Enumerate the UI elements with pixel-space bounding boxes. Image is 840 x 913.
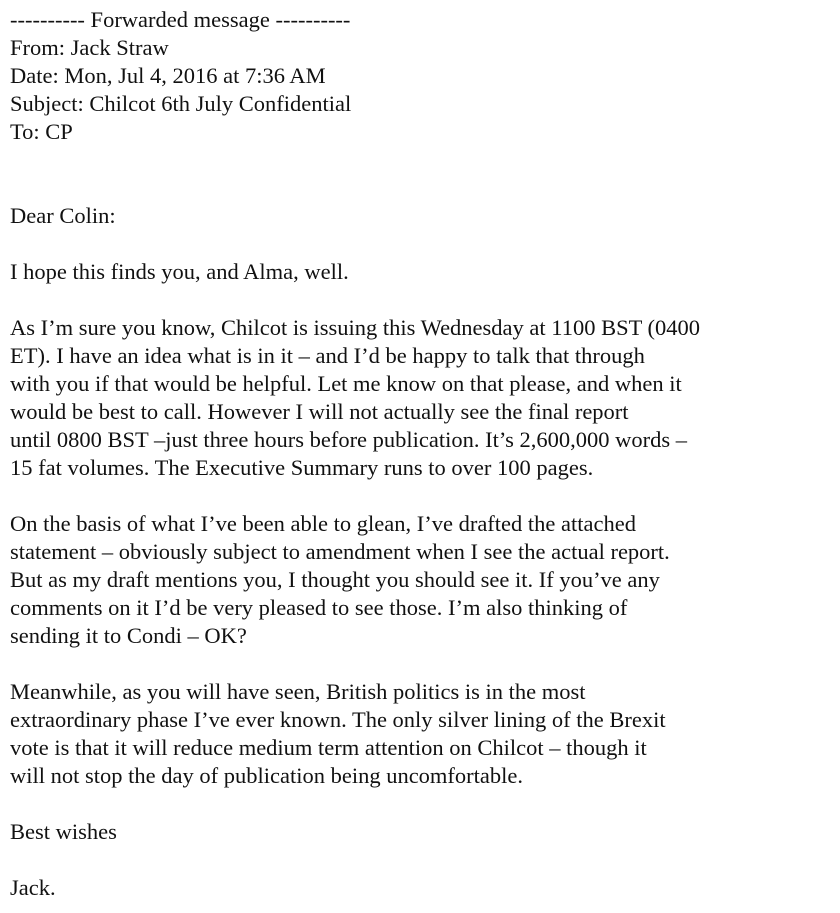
- forwarded-message-line: ---------- Forwarded message ----------: [10, 7, 351, 32]
- spacer: [10, 482, 835, 510]
- paragraph-line: comments on it I’d be very pleased to see those. I’m also thinking of: [10, 595, 628, 620]
- spacer: [10, 650, 835, 678]
- paragraph-line: would be best to call. However I will not actually see the final report: [10, 399, 629, 424]
- paragraph-1: [10, 258, 835, 286]
- subject-line: Subject: Chilcot 6th July Confidential: [10, 91, 352, 116]
- paragraph-line: On the basis of what I’ve been able to glean, I’ve drafted the attached: [10, 511, 636, 536]
- spacer: [10, 230, 835, 258]
- paragraph-line: until 0800 BST –just three hours before publication. It’s 2,600,000 words –: [10, 427, 688, 452]
- paragraph-line: vote is that it will reduce medium term attention on Chilcot – though it: [10, 735, 647, 760]
- signature: Jack.: [10, 875, 56, 900]
- from-line: From: Jack Straw: [10, 35, 169, 60]
- paragraph-line: with you if that would be helpful. Let me know on that please, and when it: [10, 371, 682, 396]
- paragraph-line: Meanwhile, as you will have seen, British politics is in the most: [10, 679, 586, 704]
- paragraph-line: But as my draft mentions you, I thought you should see it. If you’ve any: [10, 567, 660, 592]
- date-line: Date: Mon, Jul 4, 2016 at 7:36 AM: [10, 63, 326, 88]
- paragraph-2: [10, 314, 835, 482]
- email-message: [10, 6, 835, 902]
- paragraph-line: 15 fat volumes. The Executive Summary runs to over 100 pages.: [10, 455, 594, 480]
- paragraph-3: [10, 510, 835, 650]
- spacer: [10, 846, 835, 874]
- paragraph-line: sending it to Condi – OK?: [10, 623, 247, 648]
- to-line: To: CP: [10, 119, 73, 144]
- paragraph-line: will not stop the day of publication being uncomfortable.: [10, 763, 524, 788]
- spacer: [10, 146, 835, 202]
- paragraph-line: I hope this finds you, and Alma, well.: [10, 259, 349, 284]
- paragraph-line: extraordinary phase I’ve ever known. The only silver lining of the Brexit: [10, 707, 666, 732]
- closing: Best wishes: [10, 819, 117, 844]
- paragraph-line: ET). I have an idea what is in it – and I’d be happy to talk that through: [10, 343, 645, 368]
- email-header: [10, 6, 835, 146]
- email-body: [10, 202, 835, 902]
- spacer: [10, 790, 835, 818]
- paragraph-line: As I’m sure you know, Chilcot is issuing this Wednesday at 1100 BST (0400: [10, 315, 701, 340]
- greeting: Dear Colin:: [10, 203, 116, 228]
- paragraph-line: statement – obviously subject to amendment when I see the actual report.: [10, 539, 670, 564]
- spacer: [10, 286, 835, 314]
- paragraph-4: [10, 678, 835, 790]
